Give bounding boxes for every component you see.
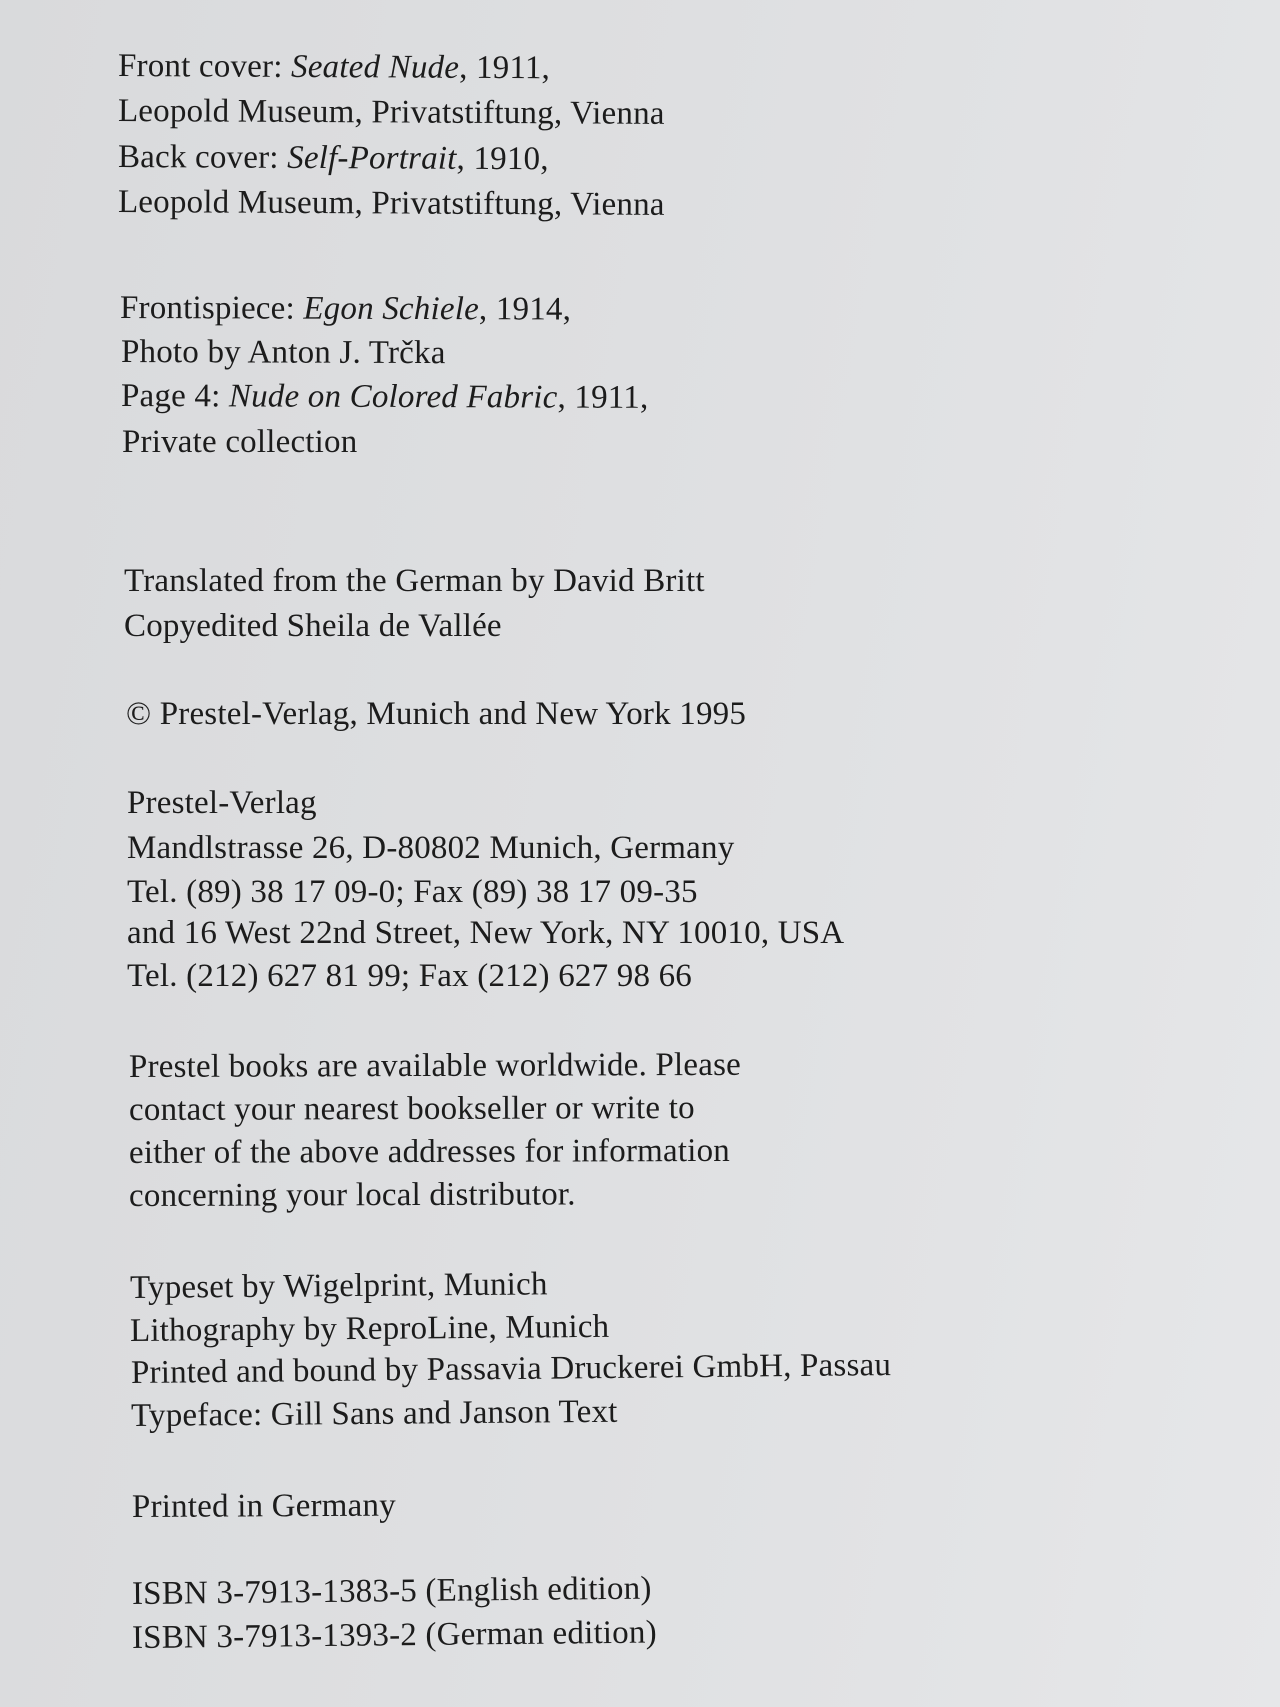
front-cover-credit <box>118 50 550 85</box>
availability-line: concerning your local distributor. <box>128 1176 576 1214</box>
lithography-credit: Lithography by ReproLine, Munich <box>129 1308 610 1349</box>
page4-location: Private collection <box>122 424 358 460</box>
front-cover-label: Front cover: <box>117 48 292 85</box>
publisher-address-usa: and 16 West 22nd Street, New York, NY 10010, USA <box>127 915 845 951</box>
publisher-name: Prestel-Verlag <box>127 785 317 821</box>
back-cover-title: Self-Portrait <box>287 139 457 177</box>
front-cover-year: , 1911, <box>459 49 551 87</box>
copyeditor-credit: Copyedited Sheila de Vallée <box>124 608 502 644</box>
frontispiece-label: Frontispiece: <box>119 290 304 327</box>
typeface-credit: Typeface: Gill Sans and Janson Text <box>130 1393 618 1434</box>
page4-credit <box>121 380 649 415</box>
front-cover-location: Leopold Museum, Privatstiftung, Vienna <box>117 93 665 132</box>
typeset-credit: Typeset by Wigelprint, Munich <box>129 1266 548 1306</box>
frontispiece-title: Egon Schiele <box>303 290 480 328</box>
translator-credit: Translated from the German by David Britt <box>124 563 705 599</box>
frontispiece-photo-credit: Photo by Anton J. Trčka <box>120 334 446 372</box>
back-cover-label: Back cover: <box>117 139 288 176</box>
availability-line: either of the above addresses for information <box>128 1132 731 1171</box>
publisher-phone-usa: Tel. (212) 627 81 99; Fax (212) 627 98 66 <box>127 958 692 994</box>
page4-label: Page 4: <box>120 378 229 415</box>
back-cover-year: , 1910, <box>456 140 549 178</box>
back-cover-location: Leopold Museum, Privatstiftung, Vienna <box>117 184 665 223</box>
printing-credit: Printed and bound by Passavia Druckerei GmbH, Passau <box>130 1347 892 1391</box>
front-cover-title: Seated Nude <box>290 48 460 86</box>
back-cover-credit <box>118 141 549 176</box>
publisher-address: Mandlstrasse 26, D-80802 Munich, Germany <box>127 830 735 866</box>
isbn-english: ISBN 3-7913-1383-5 (English edition) <box>131 1570 652 1612</box>
publisher-phone-germany: Tel. (89) 38 17 09-0; Fax (89) 38 17 09-35 <box>127 874 698 910</box>
availability-line: Prestel books are available worldwide. Please <box>128 1046 742 1085</box>
printed-in: Printed in Germany <box>131 1487 396 1525</box>
page4-year: , 1911, <box>557 379 649 416</box>
copyright-notice: © Prestel-Verlag, Munich and New York 1995 <box>126 696 747 732</box>
isbn-german: ISBN 3-7913-1393-2 (German edition) <box>131 1614 657 1656</box>
frontispiece-year: , 1914, <box>478 291 572 328</box>
availability-line: contact your nearest bookseller or write to <box>128 1090 695 1128</box>
frontispiece-credit <box>120 292 571 327</box>
page4-title: Nude on Colored Fabric <box>228 378 558 416</box>
